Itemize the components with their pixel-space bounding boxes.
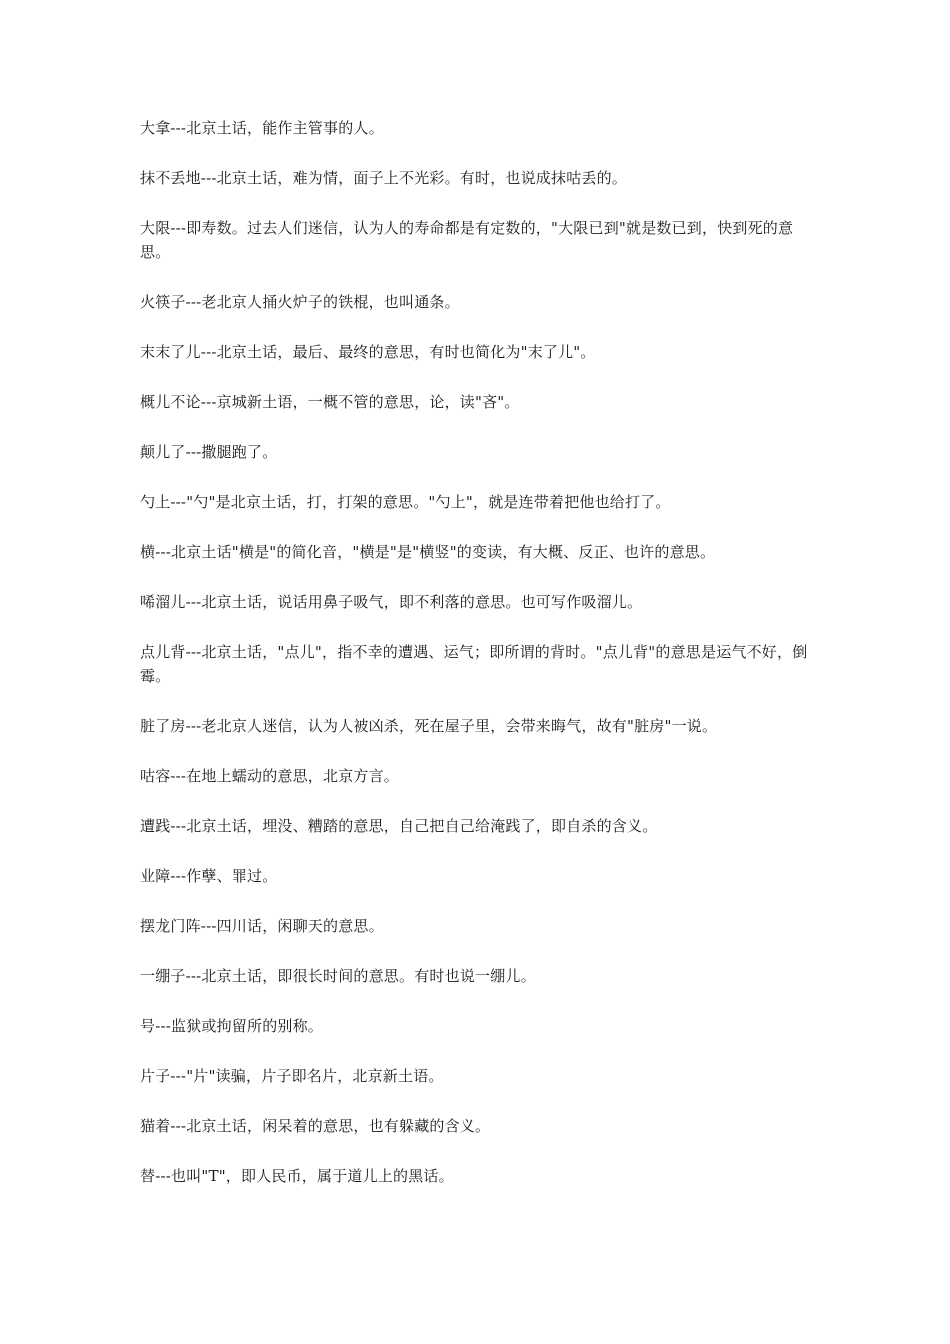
entry-heng: 横---北京土话"横是"的简化音，"横是"是"横竖"的变读，有大概、反正、也许的意思。 bbox=[140, 543, 716, 561]
entry-shaoshang: 勺上---"勺"是北京土话，打，打架的意思。"勺上"，就是连带着把他也给打了。 bbox=[140, 493, 671, 511]
entry-yezhang: 业障---作孽、罪过。 bbox=[140, 867, 278, 885]
entry-hao: 号---监狱或拘留所的别称。 bbox=[140, 1017, 324, 1035]
entry-bailongmenzhen: 摆龙门阵---四川话，闲聊天的意思。 bbox=[140, 917, 384, 935]
document-body bbox=[140, 116, 808, 1214]
entry-momoliaor: 末末了儿---北京土话，最后、最终的意思，有时也简化为"末了儿"。 bbox=[140, 343, 596, 361]
entry-huokuaizi: 火筷子---老北京人捅火炉子的铁棍，也叫通条。 bbox=[140, 293, 460, 311]
entry-dianerle: 颠儿了---撒腿跑了。 bbox=[140, 443, 278, 461]
entry-yibengzi: 一绷子---北京土话，即很长时间的意思。有时也说一绷儿。 bbox=[140, 967, 536, 985]
entry-zaojian: 遭践---北京土话，埋没、糟踏的意思，自己把自己给淹践了，即自杀的含义。 bbox=[140, 817, 658, 835]
entry-xiliuer: 唏溜儿---北京土话，说话用鼻子吸气，即不利落的意思。也可写作吸溜儿。 bbox=[140, 593, 643, 611]
entry-ti: 替---也叫"T"，即人民币，属于道儿上的黑话。 bbox=[140, 1167, 454, 1185]
entry-gaierbulun: 概儿不论---京城新土语，一概不管的意思，论，读"吝"。 bbox=[140, 393, 520, 411]
entry-zanglefang: 脏了房---老北京人迷信，认为人被凶杀，死在屋子里，会带来晦气，故有"脏房"一说。 bbox=[140, 717, 718, 735]
entry-maozhe: 猫着---北京土话，闲呆着的意思，也有躲藏的含义。 bbox=[140, 1117, 491, 1135]
entry-mobudiudi: 抹不丢地---北京土话，难为情，面子上不光彩。有时，也说成抹咕丢的。 bbox=[140, 169, 628, 187]
entry-danao: 大拿---北京土话，能作主管事的人。 bbox=[140, 119, 384, 137]
entry-daxian: 大限---即寿数。过去人们迷信，认为人的寿命都是有定数的，"大限已到"就是数已到，快到死的意思。 bbox=[140, 219, 794, 261]
entry-gurong: 咕容---在地上蠕动的意思，北京方言。 bbox=[140, 767, 400, 785]
entry-pianzi: 片子---"片"读骗，片子即名片，北京新土语。 bbox=[140, 1067, 444, 1085]
entry-dianerbei: 点儿背---北京土话，"点儿"，指不幸的遭遇、运气；即所谓的背时。"点儿背"的意思是运气不好，倒霉。 bbox=[140, 643, 808, 685]
